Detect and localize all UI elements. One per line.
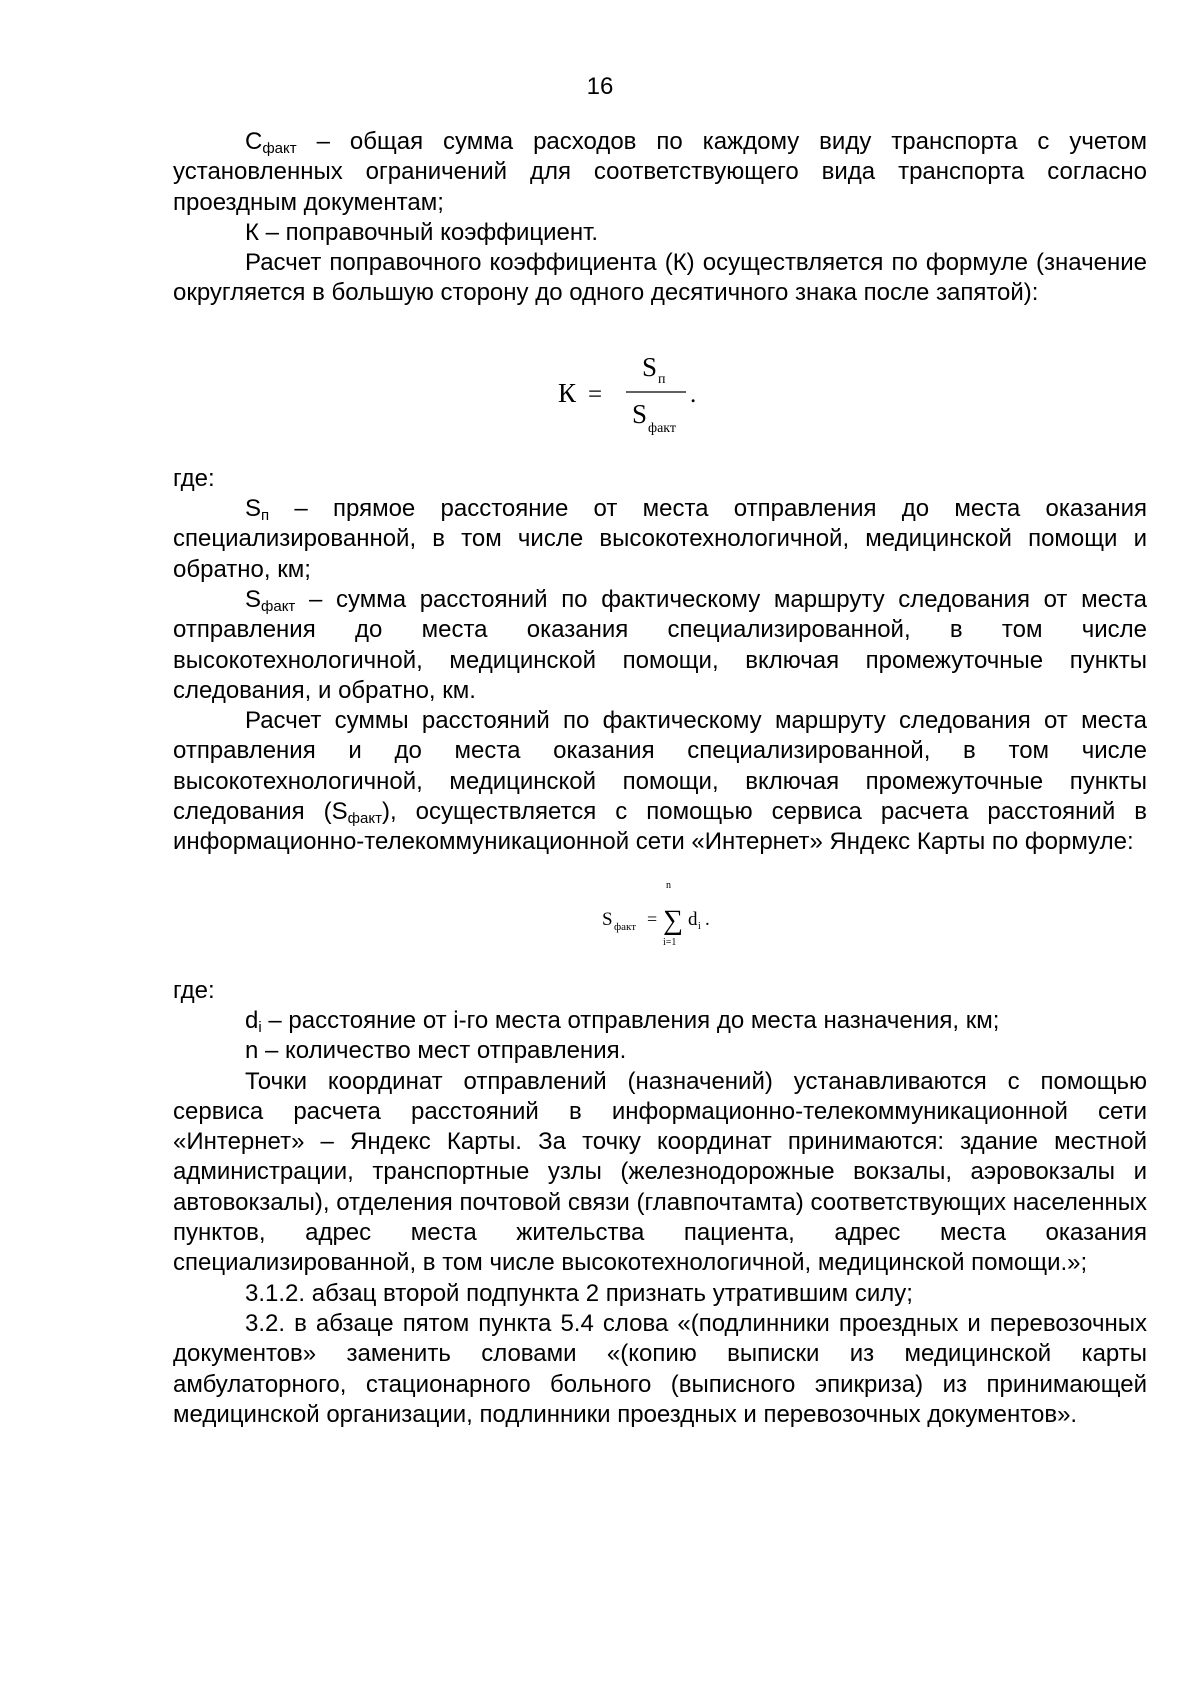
formula-sum-end: . <box>705 908 710 930</box>
formula-sum-lower: i=1 <box>663 936 677 948</box>
paragraph-sfakt-sum-definition <box>173 585 1147 706</box>
paragraph-k-definition: К – поправочный коэффициент. <box>245 218 599 246</box>
where-label: где: <box>173 464 215 492</box>
document-body <box>173 127 1147 1430</box>
paragraph-k-calculation: Расчет поправочного коэффициента (К) осуществляется по формуле (значение округляется в большую сторону до одного десятичного знака после запятой): <box>173 249 1147 307</box>
sigma-icon: ∑ <box>663 904 683 936</box>
formula-sum-lhs: S <box>602 908 613 930</box>
paragraph-sp-definition <box>173 494 1147 585</box>
formula-k <box>173 309 1147 464</box>
paragraph-text: – расстояние от i-го места отправления до места назначения, км; <box>261 1006 1000 1034</box>
symbol-subscript: i <box>258 1018 262 1036</box>
formula-sum-term-sub: i <box>698 920 701 932</box>
formula-k-eq: = <box>588 380 603 408</box>
formula-sum-eq: = <box>647 908 658 929</box>
symbol-subscript: п <box>261 507 270 525</box>
paragraph-text: – сумма расстояний по фактическому маршруту следования от места отправления до места оказания специализированной, в том числе высокотехнологичной, медицинской помощи, включая промежуточные пункты следования, и обратно, км. <box>173 585 1147 704</box>
paragraph-text: – общая сумма расходов по каждому виду транспорта с учетом установленных ограничений для соответствующего вида транспорта согласно проездным документам; <box>173 128 1147 216</box>
formula-sum-term: d <box>688 908 698 930</box>
symbol-d: d <box>245 1006 259 1034</box>
where-label: где: <box>173 976 215 1004</box>
formula-k-lhs: К <box>558 377 577 408</box>
paragraph-item-3-2: 3.2. в абзаце пятом пункта 5.4 слова «(подлинники проездных и перевозочных документов» заменить словами «(копию выписки из медицинской карты амбулаторного, стационарного больного (выписного эпикриза) из принимающей медицинской организации, подлинники проездных и перевозочных документов». <box>173 1309 1147 1428</box>
paragraph-text: ), осуществляется с помощью сервиса расчета расстояний в информационно-телекоммуникационной сети «Интернет» Яндекс Карты по формуле: <box>173 798 1147 856</box>
formula-k-den-sub: факт <box>648 420 677 436</box>
formula-k-end: . <box>690 380 697 408</box>
symbol-subscript: факт <box>262 140 297 157</box>
formula-k-num-sub: п <box>658 371 666 387</box>
paragraph-item-3-1-2: 3.1.2. абзац второй подпункта 2 признать утратившим силу; <box>245 1279 913 1307</box>
page-number: 16 <box>586 73 614 100</box>
paragraph-n-definition: n – количество мест отправления. <box>245 1037 627 1065</box>
paragraph-coordinates: Точки координат отправлений (назначений) устанавливаются с помощью сервиса расчета расстояний в информационно-телекоммуникационной сети «Интернет» – Яндекс Карты. За точку координат принимаются: здание местной администрации, транспортные узлы (железнодорожные вокзалы, аэровокзалы и автовокзалы), отделения почтовой связи (главпочтамта) соответствующих населенных пунктов, адрес места жительства пациента, адрес места оказания специализированной, в том числе высокотехнологичной, медицинской помощи.»; <box>173 1067 1147 1277</box>
formula-sum-svg <box>530 858 790 976</box>
paragraph-sum-calculation <box>173 706 1147 857</box>
paragraph-text: Расчет суммы расстояний по фактическому маршруту следования от места отправления и до места оказания специализированной, в том числе высокотехнологичной, медицинской помощи, включая промежуточные пункты следования (S <box>173 707 1147 826</box>
formula-sum-lhs-sub: факт <box>614 920 637 933</box>
paragraph-di-definition <box>173 1006 1147 1036</box>
formula-sum <box>173 858 1147 976</box>
symbol-c: С <box>245 128 263 155</box>
symbol-s: S <box>245 585 262 613</box>
formula-k-num: S <box>642 351 658 382</box>
formula-k-svg <box>530 309 790 464</box>
formula-sum-upper: n <box>666 879 671 891</box>
symbol-subscript: факт <box>261 597 296 615</box>
symbol-subscript: факт <box>347 810 382 828</box>
formula-k-den: S <box>632 398 648 429</box>
symbol-s: S <box>245 495 262 523</box>
paragraph-text: – прямое расстояние от места отправления до места оказания специализированной, в том числе высокотехнологичной, медицинской помощи и обратно, км; <box>173 495 1147 583</box>
paragraph-sfakt-definition <box>173 127 1147 218</box>
